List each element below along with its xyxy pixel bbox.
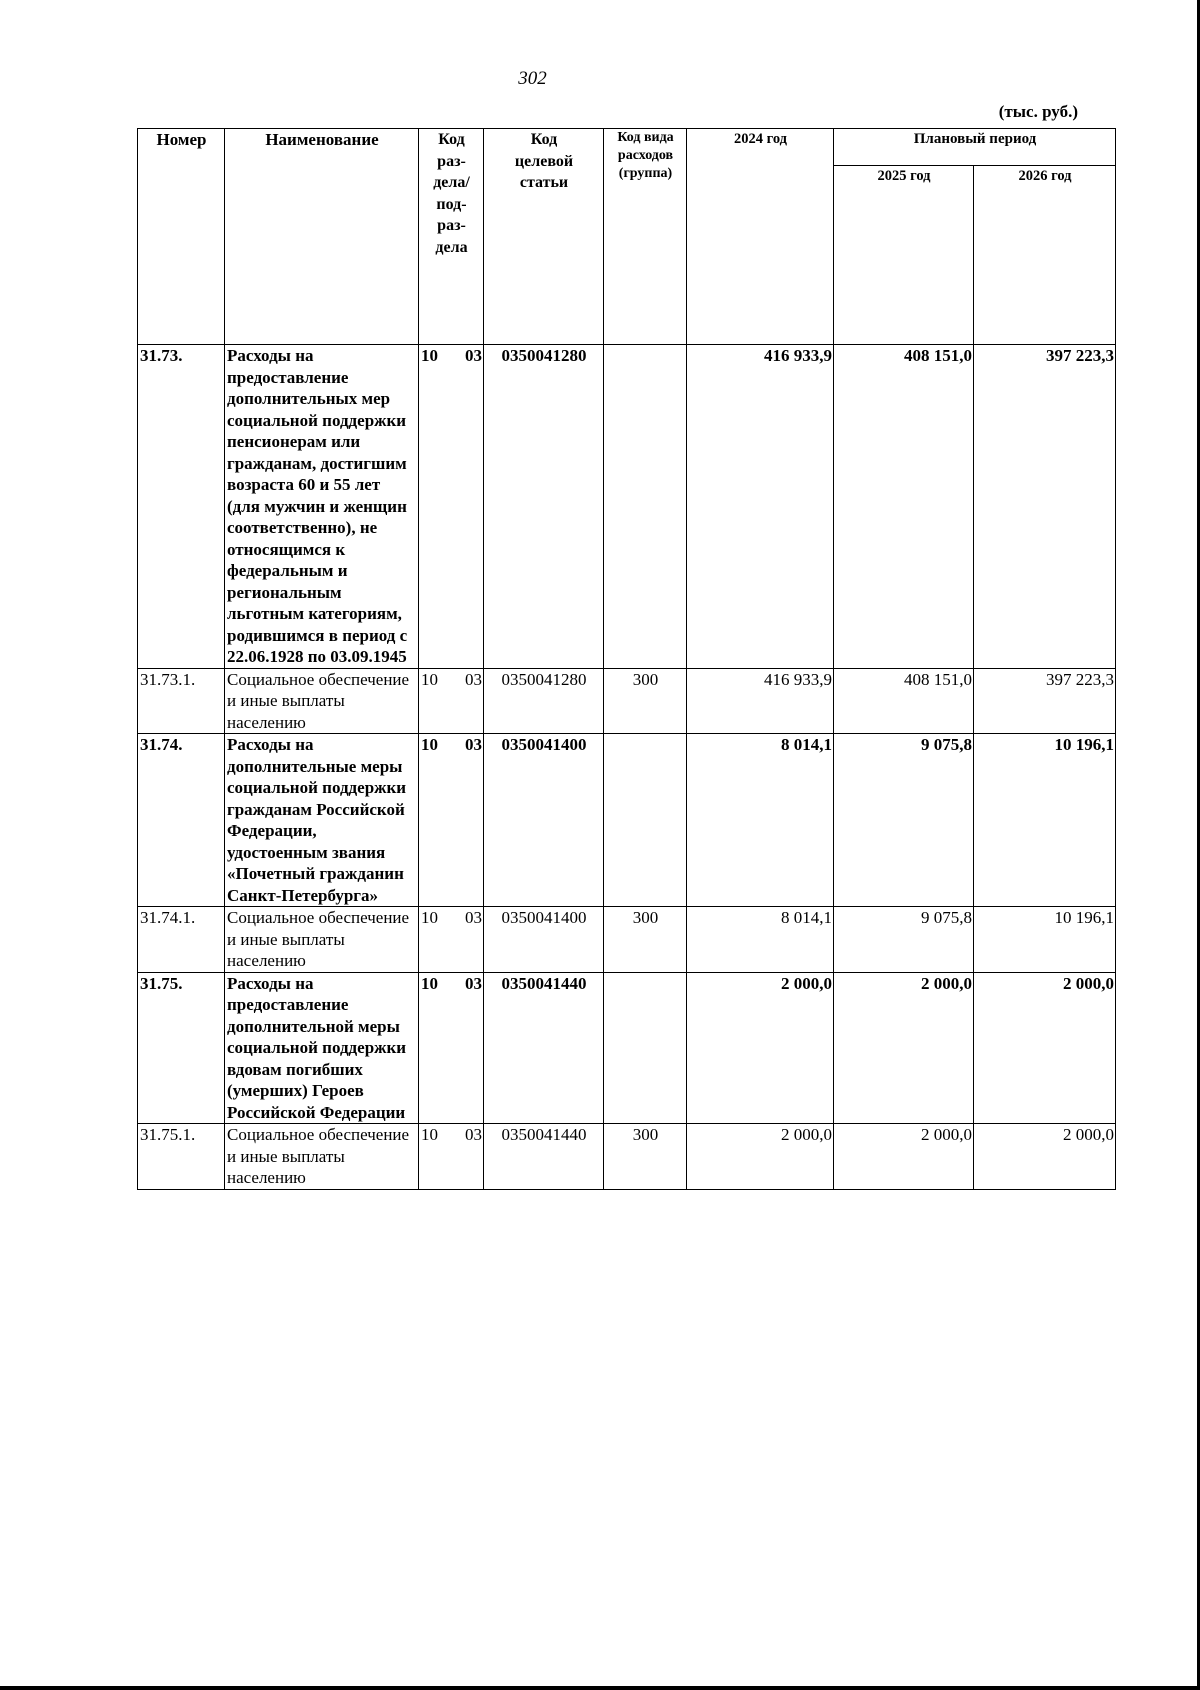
row-section-code [419, 907, 484, 973]
row-name: Социальное обеспечение и иные выплаты населению [225, 907, 419, 973]
row-value-2026: 2 000,0 [974, 972, 1116, 1124]
row-expense-kind [604, 972, 687, 1124]
row-expense-kind: 300 [604, 668, 687, 734]
scan-edge-bottom [0, 1686, 1200, 1690]
row-section-code [419, 734, 484, 907]
header-planned-period: Плановый период [834, 129, 1116, 166]
row-number: 31.73. [138, 345, 225, 669]
table-row [138, 972, 1116, 1124]
row-subsection: 03 [465, 908, 482, 927]
row-expense-kind: 300 [604, 1124, 687, 1190]
row-number: 31.73.1. [138, 668, 225, 734]
row-value-2024: 416 933,9 [687, 668, 834, 734]
row-value-2025: 2 000,0 [834, 972, 974, 1124]
row-value-2025: 408 151,0 [834, 668, 974, 734]
table-row [138, 345, 1116, 669]
row-value-2024: 8 014,1 [687, 907, 834, 973]
table-row [138, 668, 1116, 734]
page-number: 302 [518, 68, 547, 89]
row-value-2025: 408 151,0 [834, 345, 974, 669]
row-value-2024: 2 000,0 [687, 972, 834, 1124]
row-section-code [419, 668, 484, 734]
row-section: 10 [421, 908, 438, 927]
row-target-code: 0350041400 [484, 907, 604, 973]
row-number: 31.75.1. [138, 1124, 225, 1190]
table-row [138, 907, 1116, 973]
row-subsection: 03 [465, 346, 482, 365]
row-name: Социальное обеспечение и иные выплаты населению [225, 1124, 419, 1190]
row-name: Расходы на дополнительные меры социальной поддержки гражданам Российской Федерации, удостоенным звания «Почетный гражданин Санкт-Петербурга» [225, 734, 419, 907]
row-section-code [419, 345, 484, 669]
row-section: 10 [421, 735, 438, 754]
row-value-2026: 2 000,0 [974, 1124, 1116, 1190]
row-value-2025: 2 000,0 [834, 1124, 974, 1190]
table-body [138, 345, 1116, 1190]
row-number: 31.74. [138, 734, 225, 907]
row-value-2024: 2 000,0 [687, 1124, 834, 1190]
row-value-2026: 397 223,3 [974, 345, 1116, 669]
row-expense-kind: 300 [604, 907, 687, 973]
row-expense-kind [604, 345, 687, 669]
table-header [138, 129, 1116, 345]
header-section: Код раз- дела/ под- раз- дела [419, 129, 484, 345]
row-section: 10 [421, 973, 438, 993]
row-subsection: 03 [465, 1125, 482, 1144]
row-number: 31.75. [138, 972, 225, 1124]
row-subsection: 03 [465, 669, 482, 689]
header-2026: 2026 год [974, 166, 1116, 345]
row-number: 31.74.1. [138, 907, 225, 973]
row-value-2024: 8 014,1 [687, 734, 834, 907]
row-name: Расходы на предоставление дополнительных мер социальной поддержки пенсионерам или гражданам, достигшим возраста 60 и 55 лет (для мужчин и женщин соответственно), не относящимся к федеральным и региональным льготным категориям, родившимся в период с 22.06.1928 по 03.09.1945 [225, 345, 419, 669]
row-target-code: 0350041280 [484, 345, 604, 669]
row-name: Социальное обеспечение и иные выплаты населению [225, 668, 419, 734]
row-subsection: 03 [465, 973, 482, 993]
header-kind: Код вида расходов (группа) [604, 129, 687, 345]
row-value-2026: 10 196,1 [974, 734, 1116, 907]
budget-table [137, 128, 1116, 1190]
row-target-code: 0350041440 [484, 1124, 604, 1190]
header-number: Номер [138, 129, 225, 345]
row-section-code [419, 972, 484, 1124]
row-target-code: 0350041280 [484, 668, 604, 734]
row-section-code [419, 1124, 484, 1190]
header-target: Код целевой статьи [484, 129, 604, 345]
row-subsection: 03 [465, 735, 482, 754]
row-target-code: 0350041440 [484, 972, 604, 1124]
row-section: 10 [421, 669, 438, 689]
row-expense-kind [604, 734, 687, 907]
row-value-2025: 9 075,8 [834, 734, 974, 907]
row-value-2025: 9 075,8 [834, 907, 974, 973]
header-2025: 2025 год [834, 166, 974, 345]
row-target-code: 0350041400 [484, 734, 604, 907]
row-name: Расходы на предоставление дополнительной меры социальной поддержки вдовам погибших (умерших) Героев Российской Федерации [225, 972, 419, 1124]
units-label: (тыс. руб.) [998, 102, 1078, 121]
row-value-2026: 10 196,1 [974, 907, 1116, 973]
table-row [138, 734, 1116, 907]
header-name: Наименование [225, 129, 419, 345]
row-section: 10 [421, 346, 438, 365]
row-value-2026: 397 223,3 [974, 668, 1116, 734]
row-section: 10 [421, 1125, 438, 1144]
header-2024: 2024 год [687, 129, 834, 345]
row-value-2024: 416 933,9 [687, 345, 834, 669]
table-row [138, 1124, 1116, 1190]
